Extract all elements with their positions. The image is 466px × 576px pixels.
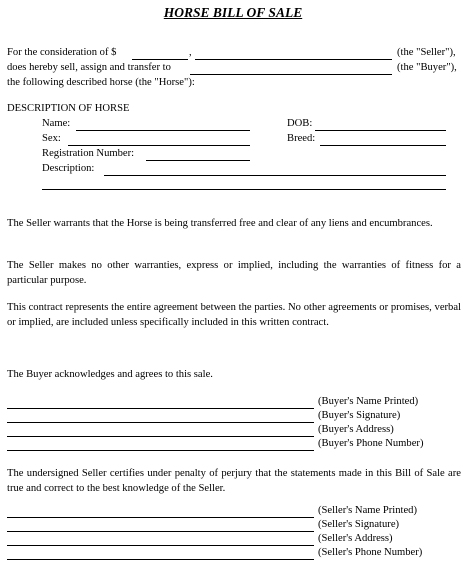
entire-agreement-paragraph: This contract represents the entire agreement between the parties. No other agreements or promises, verbal or implied, are included unless specifically included in this written contract. bbox=[7, 302, 461, 328]
seller-phone-label: (Seller's Phone Number) bbox=[318, 547, 423, 558]
seller-certification-paragraph: The undersigned Seller certifies under penalty of perjury that the statements made in this Bill of Sale are true and correct to the best knowledge of the Seller. bbox=[7, 468, 461, 494]
consideration-comma: , bbox=[189, 47, 192, 58]
warranty-clear-paragraph: The Seller warrants that the Horse is being transferred free and clear of any liens and encumbrances. bbox=[7, 218, 433, 229]
buyer-phone-label: (Buyer's Phone Number) bbox=[318, 438, 424, 449]
dob-line[interactable] bbox=[315, 130, 446, 131]
registration-line[interactable] bbox=[146, 160, 250, 161]
seller-address-label: (Seller's Address) bbox=[318, 533, 393, 544]
buyer-address-line[interactable] bbox=[7, 436, 314, 437]
description-label: Description: bbox=[42, 163, 95, 174]
buyer-signature-line[interactable] bbox=[7, 422, 314, 423]
breed-label: Breed: bbox=[287, 133, 316, 144]
seller-name-printed-label: (Seller's Name Printed) bbox=[318, 505, 417, 516]
description-line-2[interactable] bbox=[42, 189, 446, 190]
buyer-phone-line[interactable] bbox=[7, 450, 314, 451]
seller-signature-label: (Seller's Signature) bbox=[318, 519, 400, 530]
name-label: Name: bbox=[42, 118, 71, 129]
sex-label: Sex: bbox=[42, 133, 61, 144]
registration-label: Registration Number: bbox=[42, 148, 135, 159]
consideration-amount-line[interactable] bbox=[132, 59, 188, 60]
buyer-name-printed-line[interactable] bbox=[7, 408, 314, 409]
seller-name-line[interactable] bbox=[195, 59, 392, 60]
buyer-name-printed-label: (Buyer's Name Printed) bbox=[318, 396, 419, 407]
transfer-label: does hereby sell, assign and transfer to bbox=[7, 62, 171, 73]
seller-term-label: (the "Seller"), bbox=[397, 47, 456, 58]
consideration-label: For the consideration of $ bbox=[7, 47, 117, 58]
buyer-address-label: (Buyer's Address) bbox=[318, 424, 394, 435]
buyer-term-label: (the "Buyer"), bbox=[397, 62, 457, 73]
breed-line[interactable] bbox=[320, 145, 446, 146]
seller-address-line[interactable] bbox=[7, 545, 314, 546]
horse-term-label: the following described horse (the "Horse"): bbox=[7, 77, 195, 88]
buyer-acknowledgement: The Buyer acknowledges and agrees to this sale. bbox=[7, 369, 213, 380]
buyer-name-line[interactable] bbox=[190, 74, 392, 75]
name-line[interactable] bbox=[76, 130, 250, 131]
seller-signature-line[interactable] bbox=[7, 531, 314, 532]
seller-name-printed-line[interactable] bbox=[7, 517, 314, 518]
document-title: HORSE BILL OF SALE bbox=[163, 5, 303, 20]
description-line-1[interactable] bbox=[104, 175, 446, 176]
sex-line[interactable] bbox=[68, 145, 250, 146]
seller-phone-line[interactable] bbox=[7, 559, 314, 560]
description-heading: DESCRIPTION OF HORSE bbox=[7, 103, 130, 114]
dob-label: DOB: bbox=[287, 118, 313, 129]
no-other-warranties-paragraph: The Seller makes no other warranties, express or implied, including the warranties of fitness for a particular purpose. bbox=[7, 260, 461, 286]
buyer-signature-label: (Buyer's Signature) bbox=[318, 410, 401, 421]
